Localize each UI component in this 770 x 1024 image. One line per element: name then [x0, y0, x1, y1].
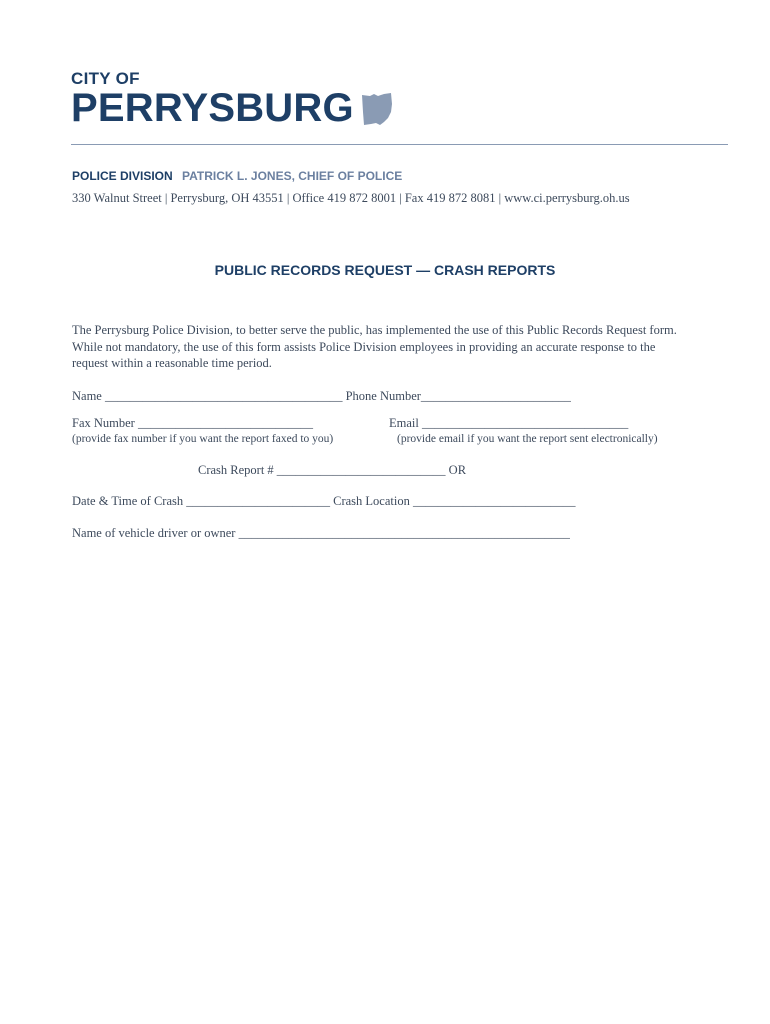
fax-field[interactable]: Fax Number ____________________________ [72, 416, 313, 430]
page-title: PUBLIC RECORDS REQUEST — CRASH REPORTS [214, 262, 556, 278]
division-name: POLICE DIVISION [72, 169, 173, 183]
email-note: (provide email if you want the report sent electronically) [397, 433, 658, 445]
header-divider [71, 144, 728, 145]
city-logo [71, 70, 393, 128]
fax-note: (provide fax number if you want the report faxed to you) [72, 433, 334, 445]
email-field[interactable]: Email _________________________________ [389, 416, 629, 430]
name-phone-field[interactable]: Name ______________________________________ Phone Number________________________ [72, 389, 571, 403]
logo-wordmark-row [71, 88, 393, 128]
logo-city-of: CITY OF [71, 69, 140, 88]
crash-report-field[interactable]: Crash Report # ___________________________ OR [198, 463, 467, 477]
logo-perrysburg: PERRYSBURG [71, 86, 354, 130]
division-line [72, 169, 402, 183]
intro-paragraph: The Perrysburg Police Division, to better serve the public, has implemented the use of this Public Records Request form. While not mandatory, the use of this form assists Police Division employees in providing an accurate response to the request within a reasonable time period. [72, 323, 677, 370]
chief-name: PATRICK L. JONES, CHIEF OF POLICE [182, 169, 403, 183]
contact-address: 330 Walnut Street | Perrysburg, OH 43551 | Office 419 872 8001 | Fax 419 872 8081 | www.ci.perrysburg.oh.us [72, 191, 630, 205]
driver-name-field[interactable]: Name of vehicle driver or owner _____________________________________________________ [72, 526, 570, 540]
ohio-state-icon [361, 92, 393, 126]
date-location-field[interactable]: Date & Time of Crash _______________________ Crash Location __________________________ [72, 494, 576, 508]
